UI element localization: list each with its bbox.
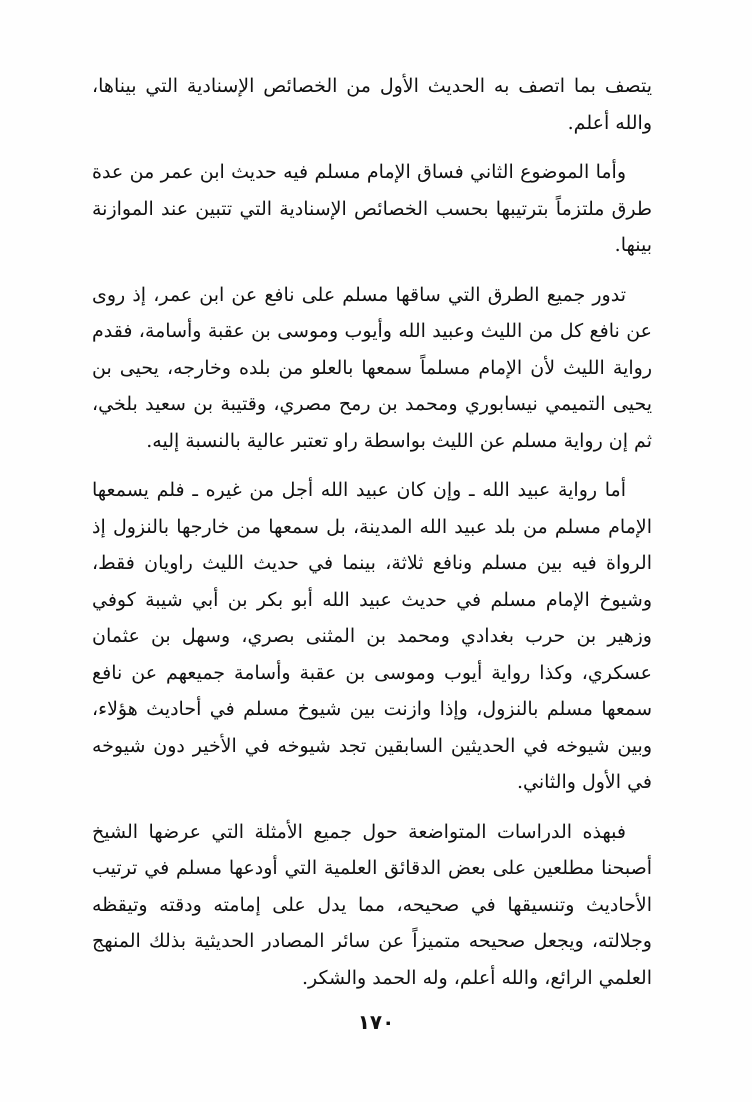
paragraph-continuation: يتصف بما اتصف به الحديث الأول من الخصائص الإسنادية التي بيناها، والله أعلم. (92, 75, 652, 134)
paragraph-ubaydullah: أما رواية عبيد الله ـ وإن كان عبيد الله أجل من غيره ـ فلم يسمعها الإمام مسلم من بلد عبيد الله المدينة، بل سمعها من خارجها بالنزول إذ الرواة فيه بين مسلم ونافع ثلاثة، بينما في حديث الليث راويان فقط، وشيوخ الإمام مسلم في حديث عبيد الله أبو بكر بن أبي شيبة كوفي وزهير بن حرب بغدادي ومحمد بن المثنى بصري، وسهل بن عثمان عسكري، وكذا رواية أيوب وموسى بن عقبة وأسامة جميعهم عن نافع سمعها مسلم بالنزول، وإذا وازنت بين شيوخ مسلم في أحاديث هؤلاء، وبين شيوخه في الحديثين السابقين تجد شيوخه في الأخير دون شيوخه في الأول والثاني. (92, 479, 652, 793)
body-text (92, 68, 652, 1009)
page-number: ١٧٠ (357, 1010, 395, 1034)
paragraph-chains: تدور جميع الطرق التي ساقها مسلم على نافع عن ابن عمر، إذ روى عن نافع كل من الليث وعبيد الله وأيوب وموسى بن عقبة وأسامة، فقدم رواية الليث لأن الإمام مسلماً سمعها بالعلو من بلده وخارجه، يحيى بن يحيى التميمي نيسابوري ومحمد بن رمح مصري، وقتيبة بن سعيد بلخي، ثم إن رواية مسلم عن الليث بواسطة راو تعتبر عالية بالنسبة إليه. (92, 283, 652, 452)
paragraph-conclusion: فبهذه الدراسات المتواضعة حول جميع الأمثلة التي عرضها الشيخ أصبحنا مطلعين على بعض الدقائق العلمية التي أودعها مسلم في ترتيب الأحاديث وتنسيقها في صحيحه، مما يدل على إمامته ودقته وتيقظه وجلالته، ويجعل صحيحه متميزاً عن سائر المصادر الحديثية بذلك المنهج العلمي الرائع، والله أعلم، وله الحمد والشكر. (92, 820, 652, 989)
paragraph-second-topic: وأما الموضوع الثاني فساق الإمام مسلم فيه حديث ابن عمر من عدة طرق ملتزماً بترتيبها بحسب الخصائص الإسنادية التي تتبين عند الموازنة بينها. (92, 161, 652, 256)
